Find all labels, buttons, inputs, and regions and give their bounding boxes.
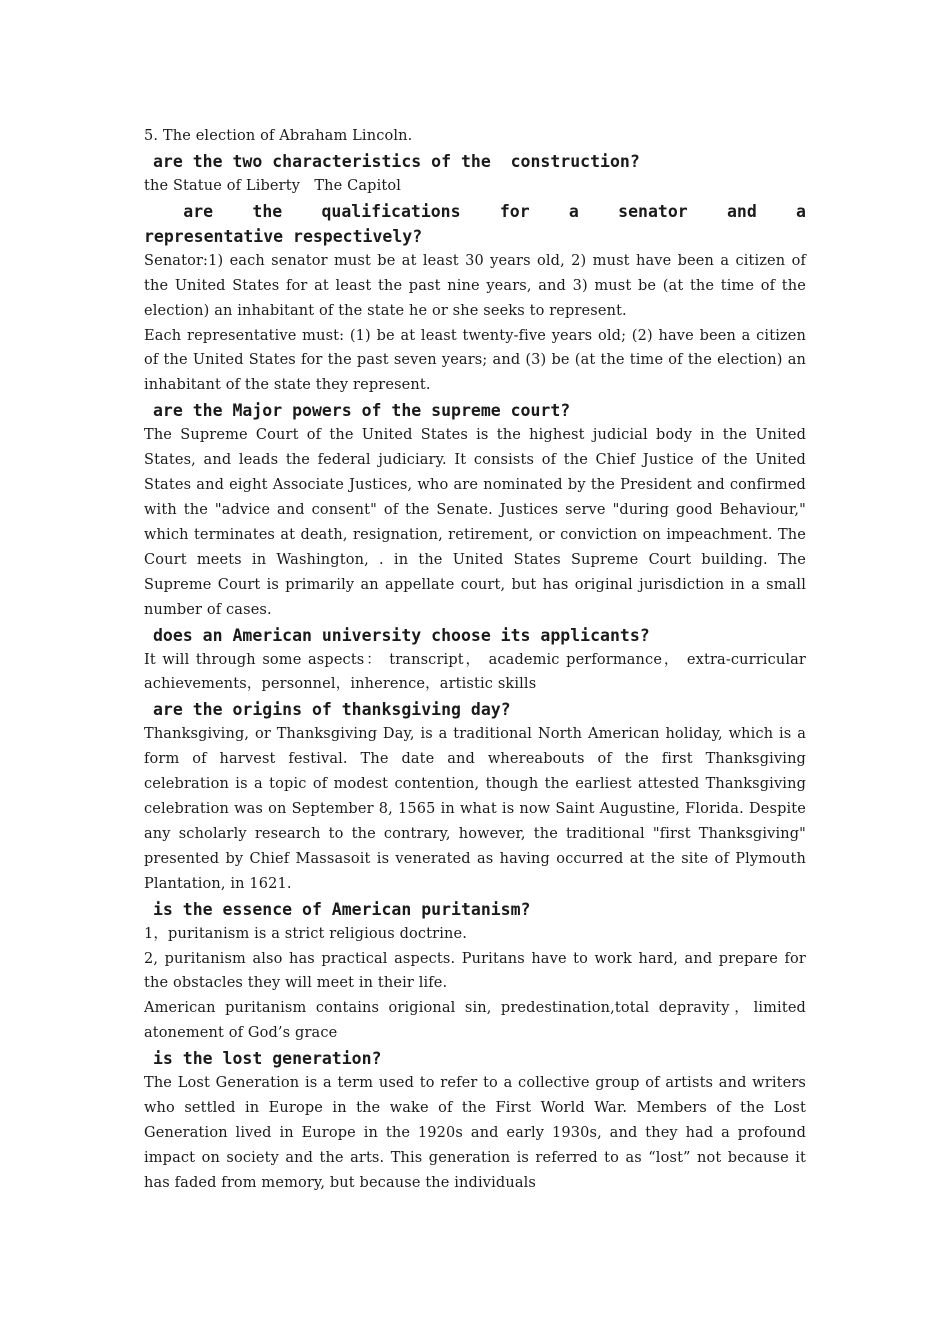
question-lost-generation: is the lost generation? <box>153 1049 382 1069</box>
document-page <box>144 124 826 1196</box>
answer-senator: Senator:1) each senator must be at least 30 years old, 2) must have been a citizen of the United States for at least the past nine years, and 3) must be (at the time of the election) an inhabitant of the state he or she seeks to represent. <box>144 252 806 319</box>
answer-thanksgiving: Thanksgiving, or Thanksgiving Day, is a traditional North American holiday, which is a form of harvest festival. The date and whereabouts of the first Thanksgiving celebration is a topic of modest contention, though the earliest attested Thanksgiving celebration was on September 8, 1565 in what is now Saint Augustine, Florida. Despite any scholarly research to the contrary, however, the traditional "first Thanksgiving" presented by Chief Massasoit is venerated as having occurred at the site of Plymouth Plantation, in 1621. <box>144 726 806 892</box>
answer-representative: Each representative must: (1) be at least twenty-five years old; (2) have been a citizen of the United States for the past seven years; and (3) be (at the time of the election) an inhabitant of the state they represent. <box>144 327 806 394</box>
answer-lincoln: 5. The election of Abraham Lincoln. <box>144 128 413 144</box>
answer-university: It will through some aspects： transcript， academic performance， extra-curricular achievements，personnel，inherence，artistic skills <box>144 651 806 693</box>
question-qualifications: are the qualifications for a senator and a representative respectively? <box>144 201 826 246</box>
question-supreme-court: are the Major powers of the supreme court? <box>153 401 571 421</box>
answer-supreme-court: The Supreme Court of the United States is the highest judicial body in the United States, and leads the federal judiciary. It consists of the Chief Justice of the United States and eight Associate Justices, who are nominated by the President and confirmed with the "advice and consent" of the Senate. Justices serve "during good Behaviour," which terminates at death, resignation, retirement, or conviction on impeachment. The Court meets in Washington, . in the United States Supreme Court building. The Supreme Court is primarily an appellate court, but has original jurisdiction in a small number of cases. <box>144 427 806 618</box>
question-puritanism: is the essence of American puritanism? <box>153 899 531 919</box>
question-university: does an American university choose its applicants? <box>153 625 650 645</box>
question-construction: are the two characteristics of the construction? <box>153 151 640 171</box>
answer-lost-generation: The Lost Generation is a term used to refer to a collective group of artists and writers who settled in Europe in the wake of the First World War. Members of the Lost Generation lived in Europe in the 1920s and early 1930s, and they had a profound impact on society and the arts. This generation is referred to as “lost” not because it has faded from memory, but because the individuals <box>144 1075 806 1191</box>
answer-puritanism-2: 2, puritanism also has practical aspects. Puritans have to work hard, and prepare for the obstacles they will meet in their life. <box>144 950 806 992</box>
answer-puritanism-1: 1，puritanism is a strict religious doctrine. <box>144 925 467 942</box>
question-thanksgiving: are the origins of thanksgiving day? <box>153 700 511 720</box>
answer-construction: the Statue of Liberty The Capitol <box>144 177 402 194</box>
answer-puritanism-3: American puritanism contains origional sin, predestination,total depravity，limited atonement of God’s grace <box>144 1000 806 1042</box>
